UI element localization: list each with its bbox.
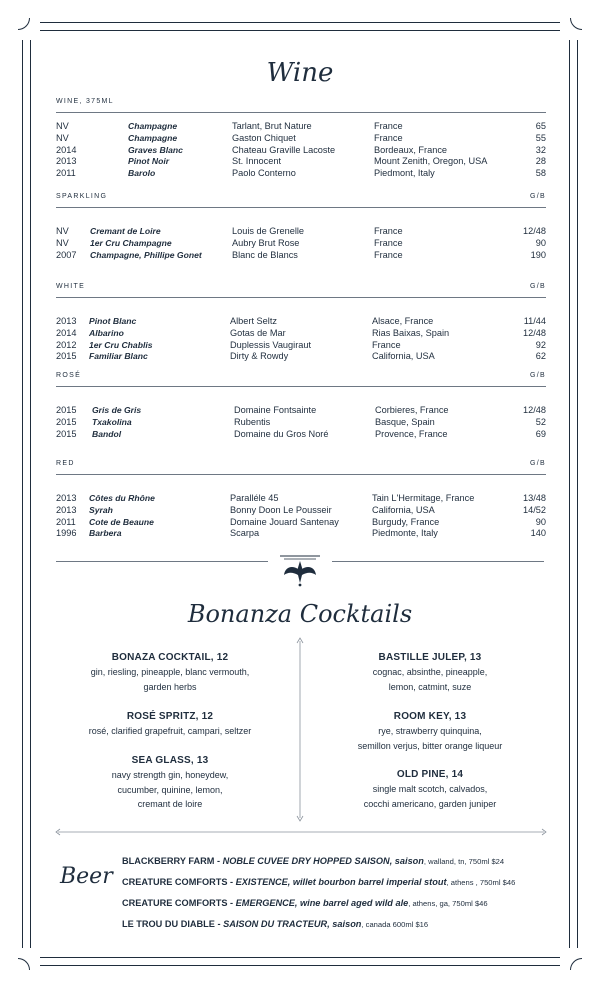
wine-producer: Tarlant, Brut Nature bbox=[232, 121, 312, 131]
wine-region: France bbox=[374, 237, 403, 248]
cocktail-item bbox=[315, 768, 545, 811]
wine-rows bbox=[56, 405, 546, 440]
wine-type: Champagne bbox=[128, 132, 178, 143]
wine-region: Piedmonte, Italy bbox=[372, 528, 438, 539]
section-heading-label: WINE, 375ML bbox=[56, 98, 114, 105]
beer-brewery: CREATURE COMFORTS - bbox=[122, 898, 236, 908]
wine-row bbox=[56, 156, 546, 168]
wine-vintage: 2015 bbox=[56, 428, 77, 439]
wine-price: 90 bbox=[535, 516, 546, 527]
wine-type: Pinot Noir bbox=[128, 156, 170, 167]
wine-type: 1er Cru Champagne bbox=[90, 237, 172, 248]
divider-line bbox=[56, 561, 268, 562]
wine-price: 69 bbox=[535, 428, 546, 439]
wine-price: 90 bbox=[535, 237, 546, 248]
section-heading-label: RED bbox=[56, 460, 75, 467]
wine-producer: Domaine du Gros Noré bbox=[234, 428, 329, 439]
beer-item bbox=[122, 897, 488, 910]
beer-brewery: BLACKBERRY FARM - bbox=[122, 856, 223, 866]
price-column-header: G/B bbox=[530, 372, 546, 379]
cocktail-description: gin, riesling, pineapple, blanc vermouth, bbox=[90, 667, 250, 677]
wine-region: California, USA bbox=[372, 351, 435, 362]
wine-row bbox=[56, 316, 546, 328]
wine-row bbox=[56, 340, 546, 352]
wine-region: Alsace, France bbox=[372, 316, 434, 326]
wine-type: 1er Cru Chablis bbox=[89, 339, 153, 350]
cocktails-title: Bonanza Cocktails bbox=[187, 600, 413, 628]
wine-price: 92 bbox=[535, 339, 546, 350]
wine-producer: Rubentis bbox=[234, 416, 271, 427]
cocktail-name: ROSÉ SPRITZ, 12 bbox=[126, 711, 214, 722]
beer-name: SAISON DU TRACTEUR bbox=[223, 919, 328, 929]
wine-vintage: 2014 bbox=[56, 144, 77, 155]
wine-region: France bbox=[374, 226, 403, 236]
wine-row bbox=[56, 528, 546, 540]
price-column-header: G/B bbox=[530, 283, 546, 290]
wine-vintage: 2012 bbox=[56, 339, 77, 350]
wine-producer: Domaine Jouard Santenay bbox=[230, 516, 339, 527]
corner-ornament bbox=[560, 948, 582, 970]
beer-item bbox=[122, 855, 504, 868]
divider-line bbox=[332, 561, 544, 562]
wine-section bbox=[56, 98, 546, 180]
corner-ornament bbox=[18, 948, 40, 970]
fleur-ornament-icon bbox=[276, 553, 324, 587]
wine-row bbox=[56, 121, 546, 133]
section-rule bbox=[56, 112, 546, 113]
wine-producer: Aubry Brut Rose bbox=[232, 237, 300, 248]
beer-style: , saison bbox=[389, 856, 424, 866]
wine-producer: Paralléle 45 bbox=[230, 493, 279, 503]
corner-ornament bbox=[560, 18, 582, 40]
wine-price: 190 bbox=[530, 249, 546, 260]
wine-vintage: 2014 bbox=[56, 327, 77, 338]
section-rule bbox=[56, 386, 546, 387]
wine-price: 12/48 bbox=[523, 226, 546, 236]
wine-price: 12/48 bbox=[523, 405, 546, 415]
wine-row bbox=[56, 168, 546, 180]
beer-style: , saison bbox=[327, 919, 362, 929]
cocktail-description: cucumber, quinine, lemon, bbox=[117, 784, 223, 795]
wine-producer: Duplessis Vaugiraut bbox=[230, 339, 312, 350]
section-rule bbox=[56, 474, 546, 475]
wine-section bbox=[56, 460, 546, 540]
section-heading-label: WHITE bbox=[56, 283, 86, 290]
wine-vintage: 2013 bbox=[56, 316, 77, 326]
section-heading bbox=[56, 460, 546, 472]
cocktail-name: OLD PINE, 14 bbox=[396, 769, 464, 780]
cocktail-description: semillon verjus, bitter orange liqueur bbox=[357, 740, 503, 751]
wine-producer: Domaine Fontsainte bbox=[234, 405, 317, 415]
wine-rows bbox=[56, 121, 546, 180]
wine-region: France bbox=[374, 132, 403, 143]
wine-row bbox=[56, 405, 546, 417]
section-heading bbox=[56, 372, 546, 384]
cocktail-name: BASTILLE JULEP, 13 bbox=[378, 652, 482, 663]
wine-producer: Scarpa bbox=[230, 528, 260, 539]
wine-vintage: NV bbox=[56, 226, 69, 236]
wine-type: Cremant de Loire bbox=[90, 226, 161, 236]
wine-producer: Dirty & Rowdy bbox=[230, 351, 289, 362]
corner-ornament bbox=[18, 18, 40, 40]
wine-producer: Paolo Conterno bbox=[232, 168, 296, 179]
wine-price: 58 bbox=[535, 168, 546, 179]
cocktail-name: SEA GLASS, 13 bbox=[131, 755, 209, 766]
section-heading bbox=[56, 283, 546, 295]
wine-price: 55 bbox=[535, 132, 546, 143]
wine-price: 13/48 bbox=[523, 493, 546, 503]
wine-price: 32 bbox=[535, 144, 546, 155]
wine-vintage: 2011 bbox=[56, 168, 76, 179]
cocktail-item bbox=[315, 651, 545, 694]
section-heading bbox=[56, 98, 546, 110]
wine-type: Champagne, Phillipe Gonet bbox=[90, 249, 202, 260]
wine-region: France bbox=[372, 339, 401, 350]
wine-price: 14/52 bbox=[523, 504, 546, 515]
cocktail-name: ROOM KEY, 13 bbox=[393, 711, 467, 722]
wine-producer: Gaston Chiquet bbox=[232, 132, 296, 143]
cocktail-description: garden herbs bbox=[143, 681, 197, 692]
wine-region: Basque, Spain bbox=[375, 416, 435, 427]
wine-price: 140 bbox=[530, 528, 546, 539]
wine-region: Provence, France bbox=[375, 428, 448, 439]
wine-region: California, USA bbox=[372, 504, 435, 515]
wine-type: Graves Blanc bbox=[128, 144, 183, 155]
wine-row bbox=[56, 429, 546, 441]
wine-row bbox=[56, 238, 546, 250]
beer-brewery: LE TROU DU DIABLE - bbox=[122, 919, 224, 929]
wine-type: Txakolina bbox=[92, 416, 132, 427]
beer-details: , canada 600ml $16 bbox=[361, 920, 429, 929]
wine-vintage: NV bbox=[56, 237, 69, 248]
wine-type: Cote de Beaune bbox=[89, 516, 154, 527]
wine-producer: Louis de Grenelle bbox=[232, 226, 305, 236]
price-column-header: G/B bbox=[530, 460, 546, 467]
wine-vintage: 2007 bbox=[56, 249, 77, 260]
wine-row bbox=[56, 493, 546, 505]
wine-price: 52 bbox=[535, 416, 546, 427]
wine-row bbox=[56, 505, 546, 517]
wine-region: Corbieres, France bbox=[375, 405, 449, 415]
wine-producer: Gotas de Mar bbox=[230, 327, 286, 338]
wine-type: Pinot Blanc bbox=[89, 316, 137, 326]
wine-price: 65 bbox=[535, 121, 546, 131]
wine-row bbox=[56, 250, 546, 262]
wine-rows bbox=[56, 316, 546, 363]
wine-row bbox=[56, 417, 546, 429]
beer-item bbox=[122, 918, 428, 931]
price-column-header: G/B bbox=[530, 193, 546, 200]
wine-vintage: NV bbox=[56, 121, 69, 131]
beer-name: NOBLE CUVEE DRY HOPPED SAISON bbox=[222, 856, 390, 866]
wine-vintage: 2013 bbox=[56, 493, 77, 503]
wine-type: Bandol bbox=[92, 428, 122, 439]
cocktail-item bbox=[55, 710, 285, 739]
cocktail-description: lemon, catmint, suze bbox=[388, 681, 472, 692]
wine-vintage: 1996 bbox=[56, 528, 77, 539]
wine-section bbox=[56, 283, 546, 363]
wine-region: Rias Baixas, Spain bbox=[372, 327, 450, 338]
wine-type: Syrah bbox=[89, 504, 113, 515]
wine-row bbox=[56, 226, 546, 238]
cocktail-item bbox=[55, 651, 285, 694]
wine-type: Barolo bbox=[128, 168, 156, 179]
cocktail-description: cocchi americano, garden juniper bbox=[363, 798, 497, 809]
column-divider-arrow bbox=[295, 637, 305, 822]
wine-region: Tain L'Hermitage, France bbox=[372, 493, 475, 503]
wine-region: Bordeaux, France bbox=[374, 144, 448, 155]
wine-section bbox=[56, 193, 546, 261]
cocktail-item bbox=[315, 710, 545, 753]
wine-vintage: 2013 bbox=[56, 504, 77, 515]
wine-vintage: 2015 bbox=[56, 416, 77, 427]
wine-producer: Blanc de Blancs bbox=[232, 249, 298, 260]
beer-name: EXISTENCE, bbox=[235, 877, 291, 887]
beer-details: , athens, ga, 750ml $46 bbox=[408, 899, 488, 908]
cocktail-description: rye, strawberry quinquina, bbox=[378, 726, 482, 736]
section-rule bbox=[56, 297, 546, 298]
cocktail-name: BONAZA COCKTAIL, 12 bbox=[111, 652, 229, 663]
wine-row bbox=[56, 351, 546, 363]
wine-rows bbox=[56, 226, 546, 261]
wine-price: 11/44 bbox=[523, 316, 546, 326]
wine-price: 62 bbox=[535, 351, 546, 362]
wine-type: Barbera bbox=[89, 528, 122, 539]
wine-price: 28 bbox=[535, 156, 546, 167]
wine-section bbox=[56, 372, 546, 440]
cocktail-description: cremant de loire bbox=[137, 799, 203, 810]
cocktail-description: rosé, clarified grapefruit, campari, seltzer bbox=[88, 726, 252, 736]
wine-type: Champagne bbox=[128, 121, 178, 131]
wine-producer: Albert Seltz bbox=[230, 316, 277, 326]
wine-vintage: 2011 bbox=[56, 516, 76, 527]
wine-region: Burgudy, France bbox=[372, 516, 440, 527]
cocktail-item bbox=[55, 754, 285, 812]
wine-region: Mount Zenith, Oregon, USA bbox=[374, 156, 488, 167]
wine-price: 12/48 bbox=[523, 327, 546, 338]
beer-details: , walland, tn, 750ml $24 bbox=[423, 857, 505, 866]
wine-vintage: NV bbox=[56, 132, 69, 143]
beer-style: wine barrel aged wild ale bbox=[297, 898, 409, 908]
wine-vintage: 2013 bbox=[56, 156, 77, 167]
beer-divider-line bbox=[54, 828, 548, 836]
beer-title: Beer bbox=[60, 864, 113, 889]
section-rule bbox=[56, 207, 546, 208]
beer-details: , athens , 750ml $46 bbox=[446, 878, 516, 887]
wine-type: Albarino bbox=[89, 327, 124, 338]
wine-type: Gris de Gris bbox=[92, 405, 142, 415]
cocktail-description: cognac, absinthe, pineapple, bbox=[372, 667, 488, 677]
wine-vintage: 2015 bbox=[56, 405, 77, 415]
cocktail-description: single malt scotch, calvados, bbox=[372, 784, 488, 794]
wine-producer: St. Innocent bbox=[232, 156, 282, 167]
beer-name: EMERGENCE, bbox=[235, 898, 298, 908]
wine-producer: Chateau Graville Lacoste bbox=[232, 144, 336, 155]
section-heading bbox=[56, 193, 546, 205]
section-heading-label: SPARKLING bbox=[56, 193, 108, 200]
wine-rows bbox=[56, 493, 546, 540]
wine-row bbox=[56, 328, 546, 340]
wine-type: Familiar Blanc bbox=[89, 351, 148, 362]
section-heading-label: ROSÉ bbox=[56, 372, 82, 379]
wine-region: France bbox=[374, 249, 403, 260]
beer-item bbox=[122, 876, 515, 889]
wine-vintage: 2015 bbox=[56, 351, 77, 362]
wine-producer: Bonny Doon Le Pousseir bbox=[230, 504, 332, 515]
wine-row bbox=[56, 145, 546, 157]
beer-style: willet bourbon barrel imperial stout bbox=[290, 877, 447, 887]
wine-row bbox=[56, 517, 546, 529]
beer-brewery: CREATURE COMFORTS - bbox=[122, 877, 236, 887]
wine-title: Wine bbox=[266, 58, 334, 88]
wine-region: Piedmont, Italy bbox=[374, 168, 435, 179]
cocktail-description: navy strength gin, honeydew, bbox=[111, 770, 229, 780]
wine-type: Côtes du Rhône bbox=[89, 493, 155, 503]
wine-row bbox=[56, 133, 546, 145]
wine-region: France bbox=[374, 121, 403, 131]
